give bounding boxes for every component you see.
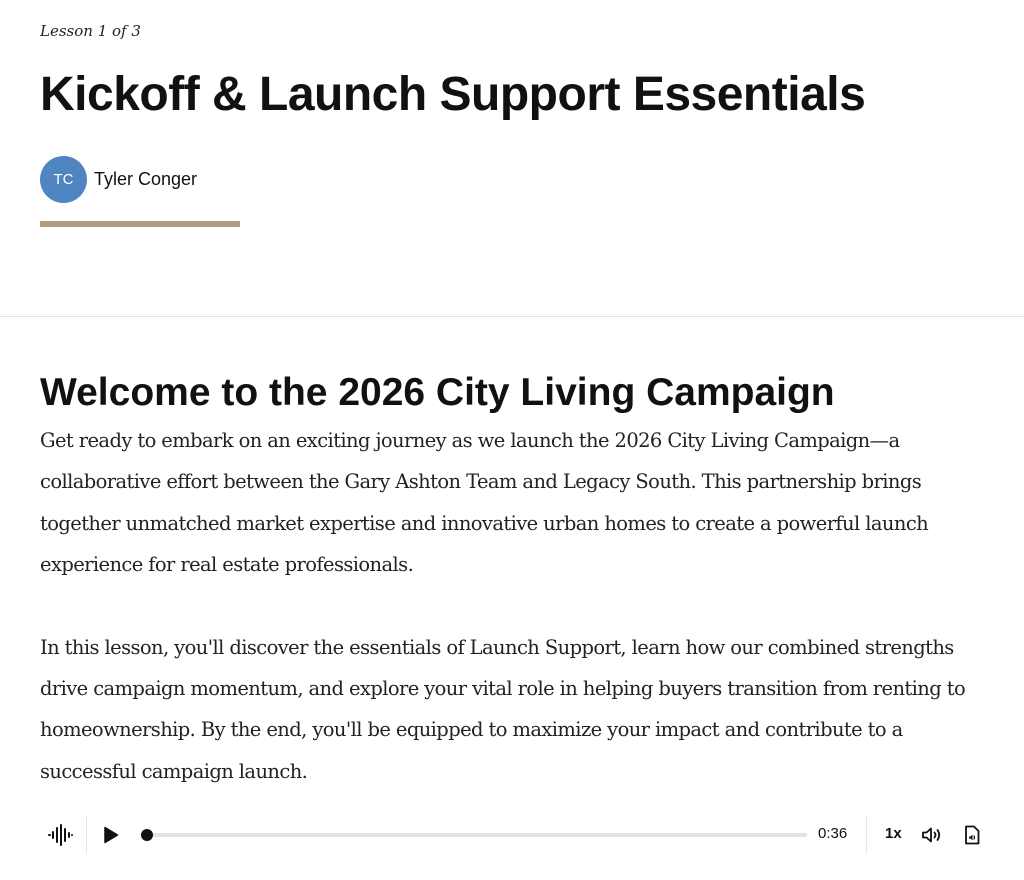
content-paragraph: Get ready to embark on an exciting journey as we launch the 2026 City Living Campaign—a collaborative effort between the Gary Ashton Team and Legacy South. This partnership brings together unmatched market expertise and innovative urban homes to create a powerful launch experience for real estate professionals. bbox=[40, 429, 929, 576]
lesson-author bbox=[40, 155, 197, 203]
title-accent-bar bbox=[40, 221, 240, 227]
playback-speed-button[interactable]: 1x bbox=[885, 825, 902, 842]
transcript-icon[interactable] bbox=[961, 823, 983, 847]
avatar: TC bbox=[40, 156, 87, 203]
progress-knob[interactable] bbox=[141, 829, 153, 841]
lesson-title: Kickoff & Launch Support Essentials bbox=[40, 68, 866, 121]
header-divider bbox=[0, 316, 1024, 317]
progress-track[interactable] bbox=[147, 833, 807, 837]
content-paragraph: In this lesson, you'll discover the essentials of Launch Support, learn how our combined strengths drive campaign momentum, and explore your vital role in helping buyers transition from renting to homeownership. By the end, you'll be equipped to maximize your impact and contribute to a successful campaign launch. bbox=[40, 635, 966, 783]
audio-player bbox=[40, 814, 990, 856]
lesson-content bbox=[40, 366, 990, 792]
content-heading: Welcome to the 2026 City Living Campaign bbox=[40, 371, 835, 414]
lesson-counter: Lesson 1 of 3 bbox=[40, 22, 141, 40]
author-name: Tyler Conger bbox=[94, 168, 198, 189]
waveform-icon[interactable] bbox=[46, 823, 74, 847]
volume-icon[interactable] bbox=[920, 824, 944, 846]
play-icon[interactable] bbox=[100, 824, 122, 846]
duration-label: 0:36 bbox=[818, 825, 848, 842]
player-separator bbox=[866, 816, 867, 854]
player-separator bbox=[86, 816, 87, 854]
